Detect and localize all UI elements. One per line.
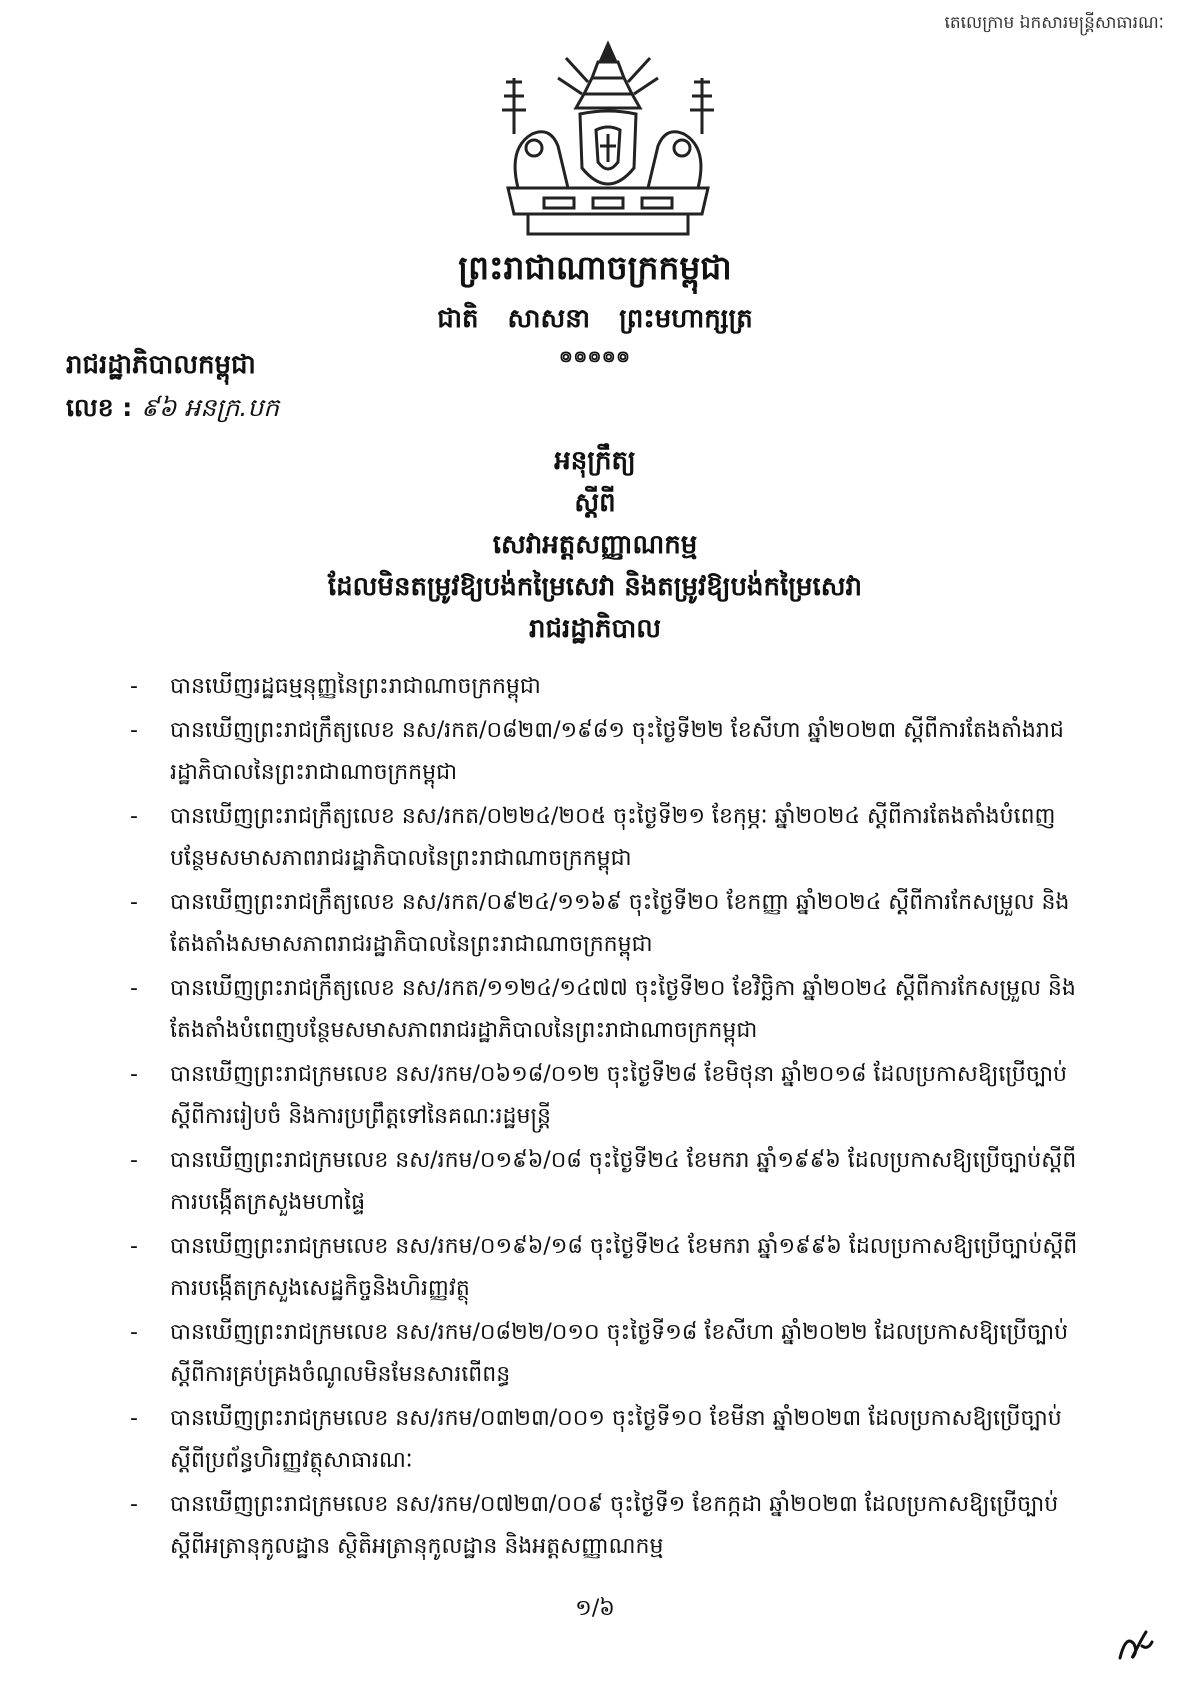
list-item xyxy=(130,666,1080,708)
dash-bullet: - xyxy=(130,1234,138,1259)
list-item xyxy=(130,1312,1080,1396)
decorative-ornament: ៙៙៙៙៙ xyxy=(559,347,631,366)
reference-number xyxy=(66,393,279,429)
list-item xyxy=(130,1226,1080,1310)
header-note: តេលេក្រាម ឯកសារមន្ត្រីសាធារណៈ xyxy=(944,13,1164,33)
list-item xyxy=(130,968,1080,1052)
list-item xyxy=(130,1054,1080,1138)
dash-bullet: - xyxy=(130,890,138,915)
dash-bullet: - xyxy=(130,1406,138,1431)
title-line-3: សេវាអត្តសញ្ញាណកម្ម xyxy=(492,530,698,560)
reference-value: ៩៦ អនក្រ.បក xyxy=(141,393,280,422)
reference-label: លេខ : xyxy=(66,393,133,422)
dash-bullet: - xyxy=(130,718,138,743)
title-line-5: រាជរដ្ឋាភិបាល xyxy=(528,614,662,644)
list-item xyxy=(130,710,1080,794)
document-title-block xyxy=(0,440,1190,650)
list-item xyxy=(130,1484,1080,1568)
royal-coat-of-arms-icon xyxy=(488,38,728,250)
issuing-authority: រាជរដ្ឋាភិបាលកម្ពុជា xyxy=(66,350,256,380)
clause-text: បានឃើញព្រះរាជក្រមលេខ នស/រកម/០១៩៦/០៨ ចុះថ្ងៃទី២៤ ខែមករា ឆ្នាំ១៩៩៦ ដែលប្រកាសឱ្យប្រើច្បាប់ស្តីពីការបង្កើតក្រសួងមហាផ្ទៃ xyxy=(170,1148,1077,1215)
clause-text: បានឃើញព្រះរាជក្រមលេខ នស/រកម/០៧២៣/០០៩ ចុះថ្ងៃទី១ ខែកក្កដា ឆ្នាំ២០២៣ ដែលប្រកាសឱ្យប្រើច្បាប់ស្តីពីអត្រានុកូលដ្ឋាន ស្ថិតិអត្រានុកូលដ្ឋាន និងអត្តសញ្ញាណកម្ម xyxy=(170,1492,1059,1559)
list-item xyxy=(130,1140,1080,1224)
clause-text: បានឃើញព្រះរាជក្រមលេខ នស/រកម/០៨២២/០១០ ចុះថ្ងៃទី១៨ ខែសីហា ឆ្នាំ២០២២ ដែលប្រកាសឱ្យប្រើច្បាប់ស្តីពីការគ្រប់គ្រងចំណូលមិនមែនសារពើពន្ធ xyxy=(170,1320,1069,1387)
clause-text: បានឃើញព្រះរាជក្រឹត្យលេខ នស/រកត/០៩២៤/១១៦៩ ចុះថ្ងៃទី២០ ខែកញ្ញា ឆ្នាំ២០២៤ ស្តីពីការកែសម្រួល និងតែងតាំងសមាសភាពរាជរដ្ឋាភិបាលនៃព្រះរាជាណាចក្រកម្ពុជា xyxy=(170,890,1070,957)
clause-text: បានឃើញព្រះរាជក្រមលេខ នស/រកម/០៦១៨/០១២ ចុះថ្ងៃទី២៨ ខែមិថុនា ឆ្នាំ២០១៨ ដែលប្រកាសឱ្យប្រើច្បាប់ស្តីពីការរៀបចំ និងការប្រព្រឹត្តទៅនៃគណៈរដ្ឋមន្ត្រី xyxy=(170,1062,1068,1129)
clause-text: បានឃើញព្រះរាជក្រឹត្យលេខ នស/រកត/០២២៤/២០៥ ចុះថ្ងៃទី២១ ខែកុម្ភៈ ឆ្នាំ២០២៤ ស្តីពីការតែងតាំងបំពេញបន្ថែមសមាសភាពរាជរដ្ឋាភិបាលនៃព្រះរាជាណាចក្រកម្ពុជា xyxy=(170,804,1056,871)
dash-bullet: - xyxy=(130,1492,138,1517)
dash-bullet: - xyxy=(130,1148,138,1173)
dash-bullet: - xyxy=(130,674,138,699)
dash-bullet: - xyxy=(130,804,138,829)
dash-bullet: - xyxy=(130,976,138,1001)
clause-text: បានឃើញព្រះរាជក្រមលេខ នស/រកម/០៣២៣/០០១ ចុះថ្ងៃទី១០ ខែមីនា ឆ្នាំ២០២៣ ដែលប្រកាសឱ្យប្រើច្បាប់ស្តីពីប្រព័ន្ធហិរញ្ញវត្ថុសាធារណៈ xyxy=(170,1406,1062,1473)
kingdom-title: ព្រះរាជាណាចក្រកម្ពុជា xyxy=(458,248,732,287)
list-item xyxy=(130,796,1080,880)
clause-text: បានឃើញរដ្ឋធម្មនុញ្ញនៃព្រះរាជាណាចក្រកម្ពុជា xyxy=(170,674,541,699)
list-item xyxy=(130,1398,1080,1482)
title-line-2: ស្តីពី xyxy=(574,488,616,518)
dash-bullet: - xyxy=(130,1062,138,1087)
dash-bullet: - xyxy=(130,1320,138,1345)
preamble-clause-list xyxy=(130,666,1080,1570)
clause-text: បានឃើញព្រះរាជក្រមលេខ នស/រកម/០១៩៦/១៨ ចុះថ្ងៃទី២៤ ខែមករា ឆ្នាំ១៩៩៦ ដែលប្រកាសឱ្យប្រើច្បាប់ស្តីពីការបង្កើតក្រសួងសេដ្ឋកិច្ចនិងហិរញ្ញវត្ថុ xyxy=(170,1234,1078,1301)
national-motto: ជាតិ សាសនា ព្រះមហាក្សត្រ xyxy=(437,304,753,334)
title-line-1: អនុក្រឹត្យ xyxy=(554,446,636,476)
list-item xyxy=(130,882,1080,966)
title-line-4: ដែលមិនតម្រូវឱ្យបង់កម្រៃសេវា និងតម្រូវឱ្យបង់កម្រៃសេវា xyxy=(327,572,863,602)
clause-text: បានឃើញព្រះរាជក្រឹត្យលេខ នស/រកត/១១២៤/១៤៧៧ ចុះថ្ងៃទី២០ ខែវិច្ឆិកា ឆ្នាំ២០២៤ ស្តីពីការកែសម្រួល និងតែងតាំងបំពេញបន្ថែមសមាសភាពរាជរដ្ឋាភិបាលនៃព្រះរាជាណាចក្រកម្ពុជា xyxy=(170,976,1076,1043)
clause-text: បានឃើញព្រះរាជក្រឹត្យលេខ នស/រកត/០៨២៣/១៩៨១ ចុះថ្ងៃទី២២ ខែសីហា ឆ្នាំ២០២៣ ស្តីពីការតែងតាំងរាជរដ្ឋាភិបាលនៃព្រះរាជាណាចក្រកម្ពុជា xyxy=(170,718,1064,785)
handwritten-initials-icon xyxy=(1112,1624,1156,1664)
page-number: ១/៦ xyxy=(575,1596,615,1621)
